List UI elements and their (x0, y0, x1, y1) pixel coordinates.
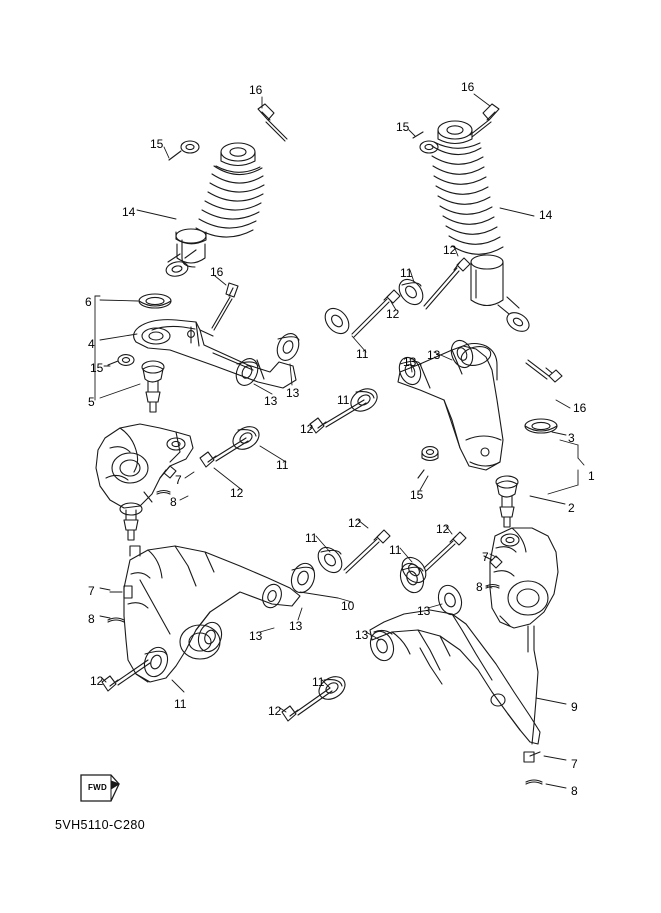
callout-number-16: 16 (461, 80, 475, 94)
callout-number-12: 12 (348, 516, 362, 530)
callout-number-11: 11 (174, 697, 187, 711)
callout-number-11: 11 (312, 675, 325, 689)
bolt-16-right-shock (470, 104, 499, 137)
shock-absorber-right (432, 121, 532, 335)
bolt-12-lower-right-b (282, 688, 332, 721)
callout-number-4: 4 (88, 337, 95, 351)
callout-number-8: 8 (88, 612, 95, 626)
bushing-13-left-lower-rear (259, 582, 284, 611)
nut-15-left-shock (169, 141, 199, 160)
bolt-16-left-shock (258, 104, 287, 141)
callout-number-10: 10 (341, 599, 355, 613)
bolt-12-lower-left-a (344, 530, 390, 573)
collar-11-lower-left-a (313, 543, 346, 577)
callout-number-6: 6 (85, 295, 92, 309)
upper-arm-left-4 (134, 320, 296, 388)
callout-number-11: 11 (305, 531, 318, 545)
callout-number-1: 1 (588, 469, 595, 483)
callout-number-13: 13 (403, 355, 417, 369)
ball-joint-2-right (496, 476, 518, 527)
callout-number-16: 16 (573, 401, 587, 415)
washer-8-left-lower-arm (108, 618, 124, 622)
bolt-7-right-lower-arm (524, 752, 540, 762)
callout-number-3: 3 (568, 431, 575, 445)
bolt-12-lower-left-b (102, 660, 150, 691)
bolt-7-left-knuckle-upper (160, 466, 176, 478)
callout-number-13: 13 (286, 386, 300, 400)
bushing-13-right-lower-rear (435, 582, 466, 618)
callout-number-12: 12 (386, 307, 400, 321)
callout-number-15: 15 (90, 361, 104, 375)
callout-number-15: 15 (410, 488, 424, 502)
callout-number-8: 8 (571, 784, 578, 798)
fwd-direction-badge (77, 771, 121, 805)
callout-number-7: 7 (175, 473, 182, 487)
callout-number-11: 11 (276, 458, 289, 472)
callout-number-13: 13 (417, 604, 431, 618)
shock-absorber-left (165, 143, 264, 278)
callout-number-11: 11 (389, 543, 402, 557)
bushing-13-left-lower-front (288, 560, 319, 596)
callout-number-15: 15 (150, 137, 164, 151)
callout-number-12: 12 (268, 704, 282, 718)
callout-number-5: 5 (88, 395, 95, 409)
callout-number-12: 12 (230, 486, 244, 500)
washer-8-right-lower-arm (526, 780, 542, 784)
bushing-13-left-upper-front (273, 330, 303, 364)
callout-number-13: 13 (264, 394, 278, 408)
lower-arm-right-9 (370, 610, 540, 744)
callout-number-16: 16 (249, 83, 263, 97)
seal-6-left (139, 294, 171, 308)
bolt-16-right-upper-arm (526, 360, 562, 382)
callout-number-13: 13 (249, 629, 263, 643)
diagram-part-number: 5VH5110-C280 (55, 818, 146, 832)
callout-number-12: 12 (300, 422, 314, 436)
callout-number-12: 12 (90, 674, 104, 688)
callout-number-8: 8 (170, 495, 177, 509)
bolt-7-left-lower-arm (110, 586, 132, 598)
callout-number-8: 8 (476, 580, 483, 594)
callout-number-16: 16 (210, 265, 224, 279)
nut-15-right-shock (413, 132, 438, 153)
callout-number-15: 15 (396, 120, 410, 134)
seal-3-right (525, 419, 557, 433)
bolt-16-left-upper-arm (212, 283, 238, 330)
collar-11-upper-right-b (320, 304, 353, 338)
washer-8-left-knuckle (157, 491, 170, 495)
callout-number-7: 7 (88, 584, 95, 598)
bolt-12-upper-right-a (424, 258, 470, 309)
fwd-label: FWD (88, 783, 108, 792)
nut-15-right-upper (418, 447, 438, 478)
callout-number-9: 9 (571, 700, 578, 714)
callout-number-2: 2 (568, 501, 575, 515)
callout-number-13: 13 (289, 619, 303, 633)
callout-number-14: 14 (539, 208, 553, 222)
bolt-12-lower-right-a (424, 532, 466, 571)
callout-number-13: 13 (427, 348, 441, 362)
callout-number-11: 11 (337, 393, 350, 407)
callout-number-11: 11 (400, 266, 413, 280)
callout-number-12: 12 (443, 243, 457, 257)
callout-number-7: 7 (482, 550, 489, 564)
callout-number-11: 11 (356, 347, 369, 361)
callout-number-14: 14 (122, 205, 136, 219)
nut-15-left-upper (108, 355, 134, 366)
callout-number-13: 13 (355, 628, 369, 642)
ball-joint-5-left (142, 361, 164, 412)
callout-number-7: 7 (571, 757, 578, 771)
callout-number-12: 12 (436, 522, 450, 536)
